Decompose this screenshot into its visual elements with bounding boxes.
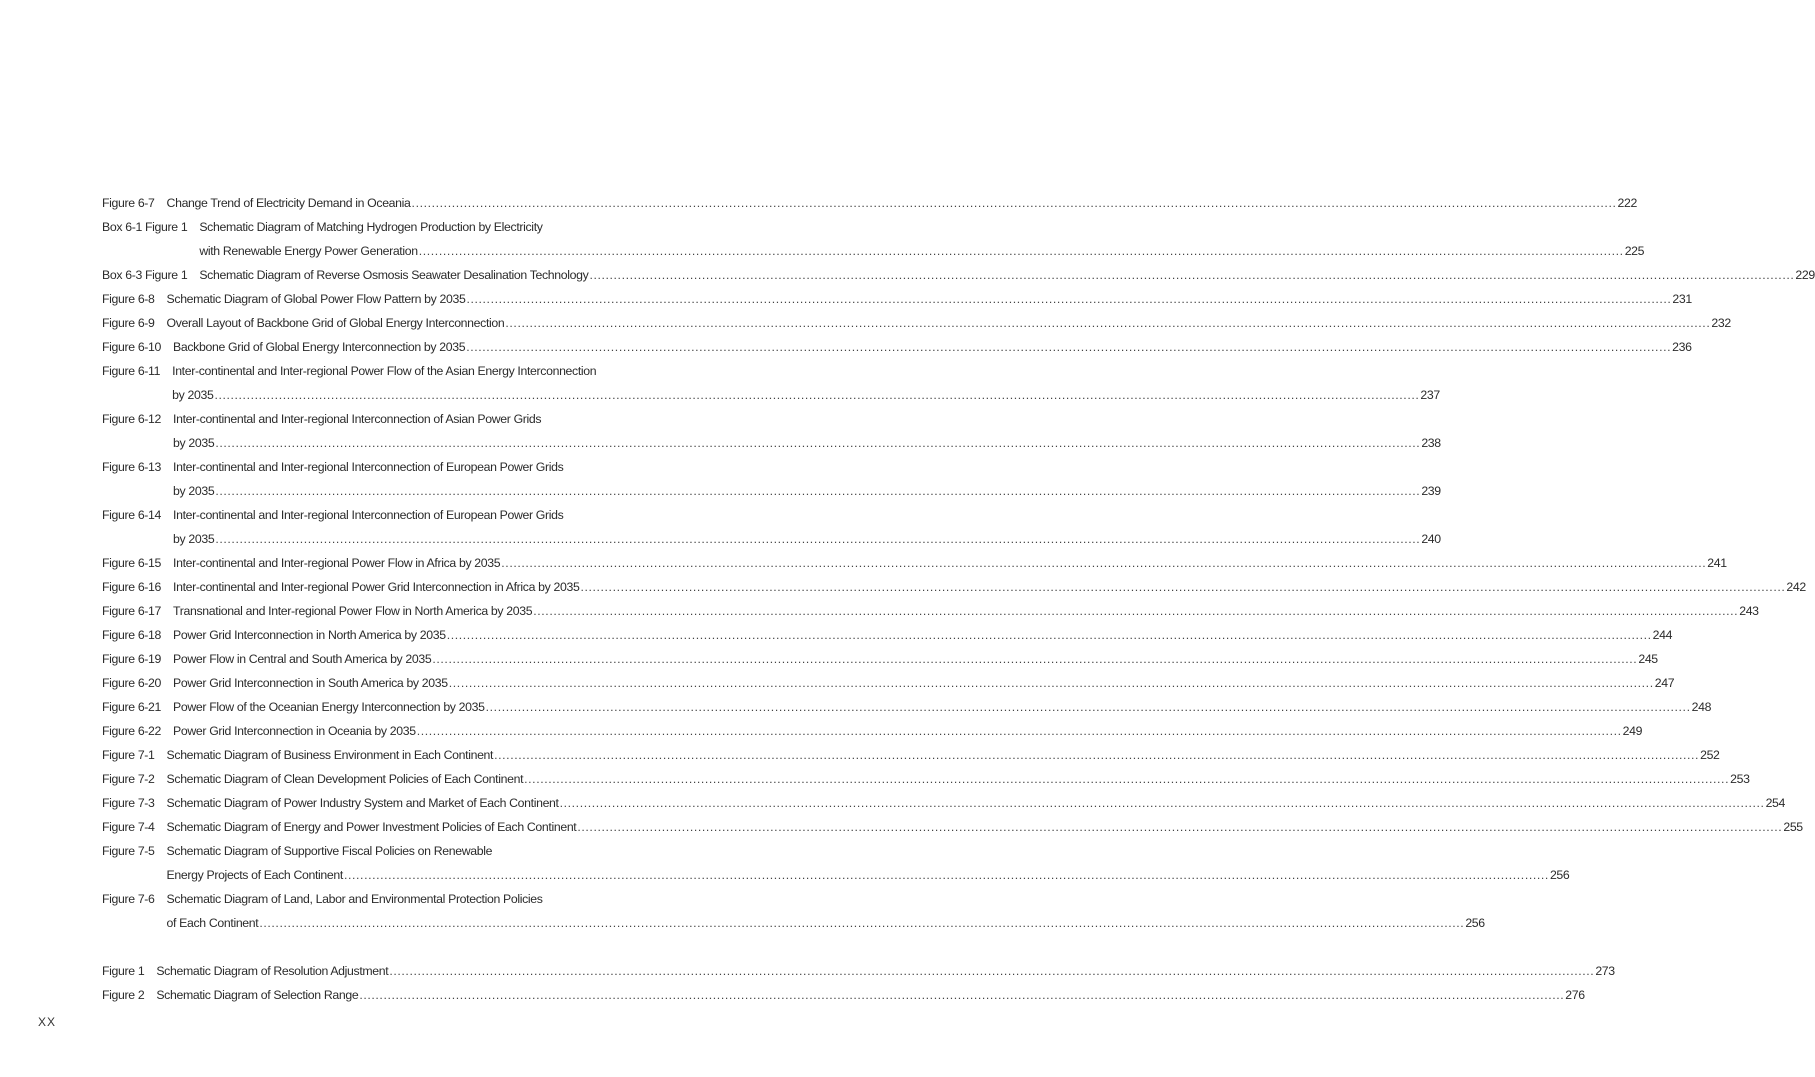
page-ref[interactable]: 229: [1795, 268, 1815, 282]
page-ref[interactable]: 256: [1549, 868, 1570, 882]
toc-line: [102, 839, 660, 863]
dot-leader: ............................................................................................................................................................................................................................................................................................................: [215, 532, 1421, 546]
dot-leader: ............................................................................................................................................................................................................................................................................................................: [485, 700, 1691, 714]
toc-entry[interactable]: [102, 671, 1675, 695]
toc-line: [102, 239, 1645, 263]
figure-label: Figure 6-9: [102, 316, 155, 330]
toc-entry[interactable]: [102, 599, 1759, 623]
figure-title: Power Flow of the Oceanian Energy Interconnection by 2035: [173, 700, 485, 714]
toc-entry[interactable]: [102, 359, 1440, 407]
toc-entry[interactable]: [102, 191, 1637, 215]
toc-entry[interactable]: [102, 623, 1673, 647]
figure-title: by 2035: [173, 484, 215, 498]
page-ref[interactable]: 244: [1652, 628, 1673, 642]
figure-label: Figure 6-11: [102, 364, 161, 378]
figure-title: Overall Layout of Backbone Grid of Global Energy Interconnection: [166, 316, 505, 330]
toc-line: [102, 431, 1441, 455]
dot-leader: ............................................................................................................................................................................................................................................................................................................: [524, 772, 1730, 786]
toc-entry[interactable]: [102, 647, 1658, 671]
figure-title: Schematic Diagram of Matching Hydrogen Production by Electricity: [199, 220, 543, 234]
toc-line: [102, 887, 660, 911]
figure-title: Schematic Diagram of Supportive Fiscal Policies on Renewable: [166, 844, 493, 858]
page-ref[interactable]: 239: [1421, 484, 1441, 498]
dot-leader: ............................................................................................................................................................................................................................................................................................................: [343, 868, 1549, 882]
toc-entry[interactable]: [102, 287, 1692, 311]
toc-entry[interactable]: [102, 575, 1806, 599]
toc-line: [102, 743, 1720, 767]
figure-title: Schematic Diagram of Energy and Power Investment Policies of Each Continent: [166, 820, 577, 834]
figure-title: Inter-continental and Inter-regional Power Grid Interconnection in Africa by 2035: [173, 580, 580, 594]
toc-line: [102, 407, 660, 431]
toc-line: [102, 527, 1441, 551]
page-ref[interactable]: 237: [1420, 388, 1440, 402]
dot-leader: ............................................................................................................................................................................................................................................................................................................: [215, 484, 1421, 498]
page-ref[interactable]: 232: [1711, 316, 1731, 330]
toc-line: [102, 455, 660, 479]
figure-title: Transnational and Inter-regional Power Flow in North America by 2035: [173, 604, 533, 618]
figure-label: Figure 6-17: [102, 604, 162, 618]
toc-entry[interactable]: [102, 503, 1441, 551]
toc-entry[interactable]: [102, 815, 1803, 839]
page-ref[interactable]: 236: [1672, 340, 1692, 354]
toc-line: [102, 599, 1759, 623]
dot-leader: ............................................................................................................................................................................................................................................................................................................: [577, 820, 1783, 834]
toc-line: [102, 311, 1731, 335]
toc-entry[interactable]: [102, 767, 1750, 791]
figure-label: Figure 6-10: [102, 340, 162, 354]
figure-title: Power Grid Interconnection in South America by 2035: [173, 676, 448, 690]
dot-leader: ............................................................................................................................................................................................................................................................................................................: [215, 436, 1421, 450]
figure-label: Figure 6-16: [102, 580, 162, 594]
dot-leader: ............................................................................................................................................................................................................................................................................................................: [501, 556, 1707, 570]
toc-entry[interactable]: [102, 695, 1712, 719]
toc-line: [102, 503, 660, 527]
page-ref[interactable]: 242: [1786, 580, 1806, 594]
toc-line: [102, 287, 1692, 311]
toc-entry[interactable]: [102, 983, 1585, 1007]
figure-label: Figure 7-5: [102, 844, 155, 858]
dot-leader: ............................................................................................................................................................................................................................................................................................................: [505, 316, 1711, 330]
figure-label: Box 6-3 Figure 1: [102, 268, 188, 282]
figure-label: Figure 1: [102, 964, 145, 978]
dot-leader: ............................................................................................................................................................................................................................................................................................................: [466, 292, 1672, 306]
figure-label: Figure 2: [102, 988, 145, 1002]
toc-line: [102, 575, 1806, 599]
page-ref[interactable]: 256: [1465, 916, 1485, 930]
figure-title: by 2035: [172, 388, 214, 402]
figure-label: Figure 6-7: [102, 196, 155, 210]
toc-entry[interactable]: [102, 215, 1645, 263]
toc-line: [102, 863, 1570, 887]
figure-title: Change Trend of Electricity Demand in Oceania: [166, 196, 411, 210]
figure-label: Figure 7-1: [102, 748, 155, 762]
dot-leader: ............................................................................................................................................................................................................................................................................................................: [448, 676, 1654, 690]
toc-line: [102, 383, 1440, 407]
figure-title: Schematic Diagram of Land, Labor and Environmental Protection Policies: [166, 892, 543, 906]
page-ref[interactable]: 247: [1654, 676, 1675, 690]
figure-title: Backbone Grid of Global Energy Interconnection by 2035: [173, 340, 466, 354]
figure-title: of Each Continent: [166, 916, 259, 930]
figure-label: Figure 6-21: [102, 700, 162, 714]
figure-label: Figure 7-4: [102, 820, 155, 834]
figure-label: Figure 6-14: [102, 508, 162, 522]
toc-entry[interactable]: [102, 455, 1441, 503]
dot-leader: ............................................................................................................................................................................................................................................................................................................: [411, 196, 1617, 210]
dot-leader: ............................................................................................................................................................................................................................................................................................................: [494, 748, 1700, 762]
figure-label: Figure 6-20: [102, 676, 162, 690]
toc-entry[interactable]: [102, 791, 1786, 815]
toc-entry[interactable]: [102, 335, 1692, 359]
dot-leader: ............................................................................................................................................................................................................................................................................................................: [580, 580, 1786, 594]
dot-leader: ............................................................................................................................................................................................................................................................................................................: [559, 796, 1765, 810]
page-ref[interactable]: 255: [1783, 820, 1803, 834]
page-number: XX: [38, 1015, 57, 1029]
dot-leader: ............................................................................................................................................................................................................................................................................................................: [259, 916, 1465, 930]
page-ref[interactable]: 241: [1707, 556, 1727, 570]
toc-line: [102, 959, 1615, 983]
page-ref[interactable]: 273: [1595, 964, 1615, 978]
toc-line: [102, 695, 1712, 719]
figure-label: Figure 6-19: [102, 652, 162, 666]
page-ref[interactable]: 222: [1617, 196, 1637, 210]
dot-leader: ............................................................................................................................................................................................................................................................................................................: [589, 268, 1795, 282]
dot-leader: ............................................................................................................................................................................................................................................................................................................: [533, 604, 1739, 618]
page-ref[interactable]: 276: [1565, 988, 1585, 1002]
figure-title: by 2035: [173, 436, 215, 450]
page-ref[interactable]: 240: [1421, 532, 1441, 546]
page-ref[interactable]: 243: [1739, 604, 1759, 618]
figure-title: Power Grid Interconnection in Oceania by 2035: [173, 724, 416, 738]
figure-label: Figure 6-22: [102, 724, 162, 738]
figure-label: Figure 6-12: [102, 412, 162, 426]
figure-title: Schematic Diagram of Business Environment in Each Continent: [166, 748, 494, 762]
toc-line: [102, 359, 660, 383]
page-ref[interactable]: 249: [1622, 724, 1643, 738]
figure-label: Figure 7-3: [102, 796, 155, 810]
figure-title: Schematic Diagram of Clean Development Policies of Each Continent: [166, 772, 524, 786]
dot-leader: ............................................................................................................................................................................................................................................................................................................: [418, 244, 1624, 258]
toc-line: [102, 647, 1658, 671]
page-ref[interactable]: 254: [1765, 796, 1786, 810]
dot-leader: ............................................................................................................................................................................................................................................................................................................: [466, 340, 1672, 354]
toc-entry[interactable]: [102, 311, 1731, 335]
dot-leader: ............................................................................................................................................................................................................................................................................................................: [416, 724, 1622, 738]
dot-leader: ............................................................................................................................................................................................................................................................................................................: [214, 388, 1420, 402]
toc-entry[interactable]: [102, 719, 1643, 743]
dot-leader: ............................................................................................................................................................................................................................................................................................................: [432, 652, 1638, 666]
figure-title: Inter-continental and Inter-regional Power Flow of the Asian Energy Interconnection: [172, 364, 597, 378]
figure-label: Figure 6-15: [102, 556, 162, 570]
toc-line: [102, 719, 1643, 743]
page-ref[interactable]: 225: [1624, 244, 1645, 258]
page-ref[interactable]: 245: [1638, 652, 1658, 666]
figure-title: Energy Projects of Each Continent: [166, 868, 343, 882]
page-ref[interactable]: 248: [1691, 700, 1712, 714]
figure-title: Schematic Diagram of Selection Range: [156, 988, 359, 1002]
dot-leader: ............................................................................................................................................................................................................................................................................................................: [389, 964, 1595, 978]
toc-line: [102, 671, 1675, 695]
dot-leader: ............................................................................................................................................................................................................................................................................................................: [446, 628, 1652, 642]
figure-title: with Renewable Energy Power Generation: [199, 244, 418, 258]
figure-label: Figure 7-2: [102, 772, 155, 786]
figure-title: Schematic Diagram of Global Power Flow Pattern by 2035: [166, 292, 466, 306]
toc-entry[interactable]: [102, 551, 1727, 575]
toc-line: [102, 551, 1727, 575]
figure-title: Inter-continental and Inter-regional Interconnection of European Power Grids: [173, 460, 564, 474]
toc-line: [102, 815, 1803, 839]
toc-line: [102, 767, 1750, 791]
dot-leader: ............................................................................................................................................................................................................................................................................................................: [359, 988, 1565, 1002]
figure-title: by 2035: [173, 532, 215, 546]
toc-line: [102, 215, 660, 239]
figure-label: Box 6-1 Figure 1: [102, 220, 188, 234]
toc-entry[interactable]: [102, 887, 1485, 935]
toc-line: [102, 263, 1815, 287]
toc-line: [102, 623, 1673, 647]
page-ref[interactable]: 238: [1421, 436, 1441, 450]
toc-line: [102, 791, 1786, 815]
list-of-figures: [102, 191, 1815, 1007]
toc-entry[interactable]: [102, 839, 1570, 887]
figure-title: Inter-continental and Inter-regional Interconnection of European Power Grids: [173, 508, 564, 522]
figure-label: Figure 6-13: [102, 460, 162, 474]
toc-line: [102, 335, 1692, 359]
figure-label: Figure 7-6: [102, 892, 155, 906]
figure-title: Schematic Diagram of Resolution Adjustment: [156, 964, 389, 978]
toc-entry[interactable]: [102, 959, 1615, 983]
toc-line: [102, 191, 1637, 215]
toc-entry[interactable]: [102, 743, 1720, 767]
figure-title: Inter-continental and Inter-regional Interconnection of Asian Power Grids: [173, 412, 542, 426]
toc-entry[interactable]: [102, 407, 1441, 455]
toc-entry[interactable]: [102, 263, 1815, 287]
figure-title: Inter-continental and Inter-regional Power Flow in Africa by 2035: [173, 556, 501, 570]
figure-title: Power Grid Interconnection in North America by 2035: [173, 628, 446, 642]
toc-line: [102, 479, 1441, 503]
figure-title: Schematic Diagram of Reverse Osmosis Seawater Desalination Technology: [199, 268, 589, 282]
page-ref[interactable]: 253: [1730, 772, 1750, 786]
figure-title: Schematic Diagram of Power Industry System and Market of Each Continent: [166, 796, 559, 810]
toc-line: [102, 911, 1485, 935]
toc-line: [102, 983, 1585, 1007]
figure-label: Figure 6-8: [102, 292, 155, 306]
figure-label: Figure 6-18: [102, 628, 162, 642]
figure-title: Power Flow in Central and South America by 2035: [173, 652, 432, 666]
page-ref[interactable]: 252: [1700, 748, 1720, 762]
page-ref[interactable]: 231: [1672, 292, 1692, 306]
